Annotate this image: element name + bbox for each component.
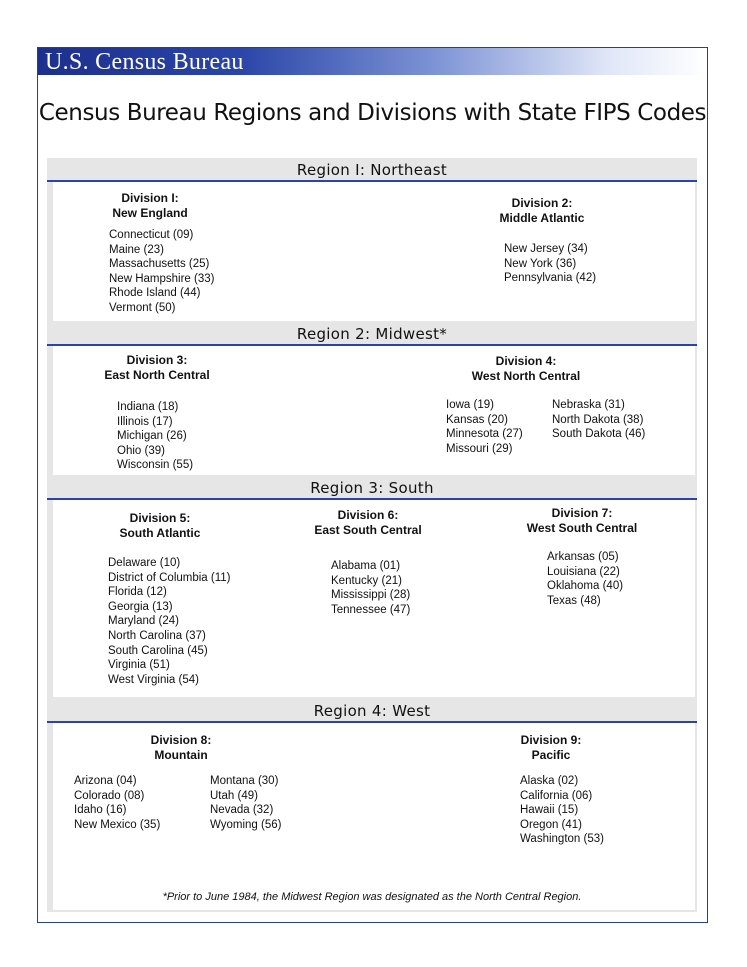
division-1-title: Division I: New England (112, 191, 188, 220)
division-5-states (108, 556, 231, 687)
division-9-states (520, 774, 604, 847)
division-1-states (109, 228, 214, 316)
list-item: Maine (23) (109, 243, 164, 256)
division-3-title: Division 3: East North Central (104, 353, 210, 382)
list-item: Texas (48) (547, 594, 601, 607)
division-8-states-left (74, 774, 160, 832)
division-4-title: Division 4: West North Central (471, 354, 581, 383)
list-item: Alaska (02) (520, 775, 579, 787)
list-item: West Virginia (54) (108, 673, 199, 686)
division-7-title: Division 7: West South Central (526, 506, 638, 535)
list-item: Kentucky (21) (331, 574, 402, 587)
list-item: New Mexico (35) (74, 818, 161, 831)
list-item: Wisconsin (55) (117, 459, 194, 472)
list-item: South Carolina (45) (108, 644, 208, 657)
list-item: Virginia (51) (108, 659, 170, 672)
list-item: Florida (12) (108, 586, 167, 599)
list-item: Vermont (50) (109, 301, 176, 314)
list-item: Missouri (29) (446, 442, 513, 455)
region-header-west: Region 4: West (47, 699, 697, 723)
list-item: Georgia (13) (108, 600, 173, 613)
list-item: North Carolina (37) (108, 629, 206, 642)
division-2-title: Division 2: Middle Atlantic (499, 196, 585, 225)
list-item: Michigan (26) (117, 430, 187, 443)
list-item: Colorado (08) (74, 789, 145, 802)
list-item: New York (36) (504, 257, 577, 270)
list-item: Washington (53) (520, 833, 604, 846)
division-8-states-right (210, 774, 281, 832)
list-item: Hawaii (15) (520, 804, 579, 817)
list-item: New Jersey (34) (504, 243, 588, 255)
list-item: Idaho (16) (74, 804, 127, 817)
list-item: Delaware (10) (108, 557, 181, 569)
page-title: Census Bureau Regions and Divisions with State FIPS Codes (38, 100, 707, 126)
list-item: Arizona (04) (74, 775, 137, 787)
list-item: Oregon (41) (520, 818, 583, 831)
list-item: Utah (49) (210, 789, 258, 802)
region-header-northeast: Region I: Northeast (47, 158, 697, 182)
division-9-title: Division 9: Pacific (520, 733, 582, 762)
list-item: Ohio (39) (117, 444, 165, 457)
list-item: Montana (30) (210, 775, 279, 787)
list-item: Wyoming (56) (210, 818, 282, 831)
banner-title: U.S. Census Bureau (45, 49, 244, 75)
list-item: Arkansas (05) (547, 551, 619, 563)
list-item: Connecticut (09) (109, 229, 194, 241)
division-6-title: Division 6: East South Central (314, 508, 422, 537)
census-banner (38, 48, 707, 75)
list-item: Minnesota (27) (446, 428, 523, 441)
region-header-south: Region 3: South (47, 476, 697, 500)
division-5-title: Division 5: South Atlantic (119, 511, 201, 540)
list-item: Louisiana (22) (547, 565, 620, 578)
list-item: District of Columbia (11) (108, 571, 231, 584)
list-item: Massachusetts (25) (109, 258, 210, 271)
division-4-states-left (446, 398, 523, 456)
region-header-midwest: Region 2: Midwest* (47, 322, 697, 346)
list-item: South Dakota (46) (552, 428, 646, 441)
list-item: Indiana (18) (117, 401, 179, 413)
list-item: Alabama (01) (331, 560, 401, 572)
footnote: *Prior to June 1984, the Midwest Region was designated as the North Central Region. (162, 891, 582, 903)
list-item: Mississippi (28) (331, 589, 411, 602)
division-7-states (547, 550, 623, 608)
list-item: Pennsylvania (42) (504, 272, 597, 285)
list-item: Illinois (17) (117, 415, 173, 428)
division-4-states-right (552, 398, 645, 442)
list-item: Kansas (20) (446, 413, 509, 426)
division-8-title: Division 8: Mountain (150, 733, 212, 762)
list-item: Nevada (32) (210, 804, 274, 817)
list-item: Nebraska (31) (552, 399, 625, 411)
list-item: New Hampshire (33) (109, 272, 215, 285)
list-item: Tennessee (47) (331, 603, 411, 616)
list-item: Maryland (24) (108, 615, 179, 628)
list-item: Iowa (19) (446, 399, 494, 411)
division-2-states (504, 242, 596, 286)
division-3-states (117, 400, 193, 473)
list-item: California (06) (520, 789, 593, 802)
list-item: North Dakota (38) (552, 413, 644, 426)
list-item: Rhode Island (44) (109, 287, 201, 300)
list-item: Oklahoma (40) (547, 580, 624, 593)
division-6-states (331, 559, 410, 617)
